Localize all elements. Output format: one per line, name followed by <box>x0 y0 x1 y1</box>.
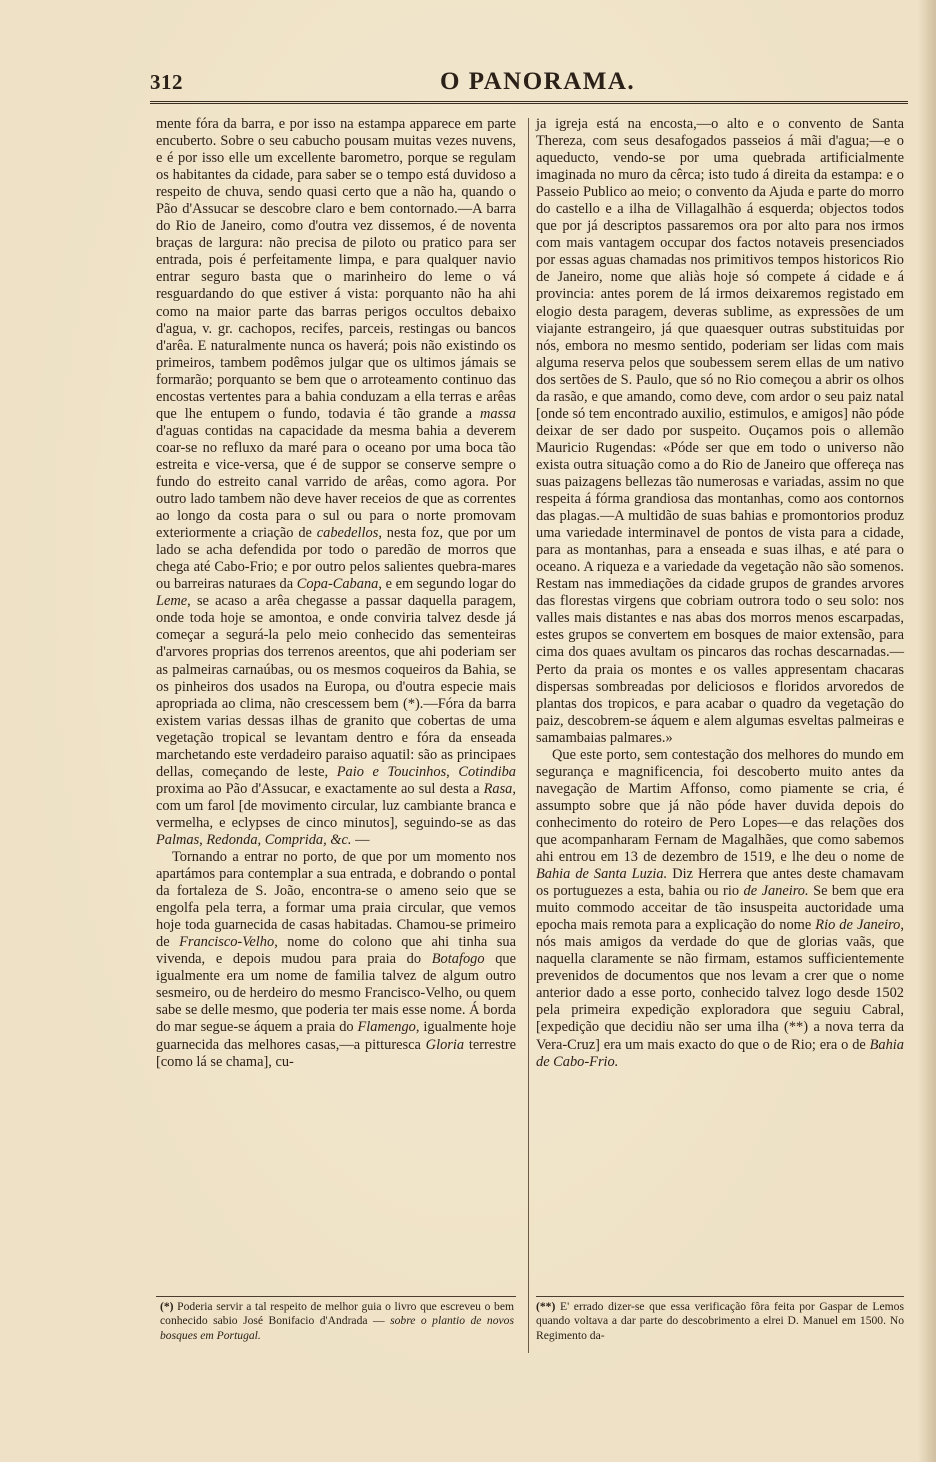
italic-run: Leme <box>156 593 188 610</box>
text-run: — <box>355 831 370 848</box>
left-paragraph-1 <box>156 116 516 849</box>
text-run: Tornando a entrar no porto, de que por um momento nos apartámos para contemplar a sua entrada, e dobrando o pontal da fortaleza de S. João, encontra-se o ameno seio que se engolfa pela terra, a formar uma praia circular, que vemos hoje toda guarnecida de casas habitadas. Chamou-se primeiro de <box>156 849 516 951</box>
italic-run: Rasa <box>483 780 513 797</box>
header-rule <box>150 101 908 104</box>
right-column <box>536 116 904 1071</box>
footnote-text: E' errado dizer-se que essa verificação fôra feita por Gaspar de Lemos quando voltava a dar parte do descobrimento a elrei D. Manuel em 1500. No Regimento da- <box>536 1300 904 1342</box>
text-run: que igualmente era um nome de familia talvez de algum outro sesmeiro, ou de herdeiro do mesmo Francisco-Velho, ou quem sabe se delle mesmo, que poderia ter mais esse nome. Á borda do mar segue-se áquem a praia do <box>156 951 516 1036</box>
page-number: 312 <box>150 70 183 94</box>
italic-run: de Janeiro. <box>743 883 809 900</box>
right-paragraph-2 <box>536 747 904 1071</box>
text-run: , e em segundo logar do <box>378 576 516 593</box>
italic-run: Palmas, Redonda, Comprida, &c. <box>156 831 352 848</box>
footnote-left <box>160 1300 514 1343</box>
italic-run: Bahia de Santa Luzia. <box>536 866 668 883</box>
italic-run: Paio e Toucinhos <box>336 763 447 780</box>
italic-run: massa <box>480 405 516 422</box>
italic-run: Botafogo <box>431 951 485 968</box>
page-header <box>150 64 908 104</box>
italic-run: Francisco-Velho <box>179 934 275 951</box>
italic-run: Rio de Janeiro <box>815 917 901 934</box>
footnote-rule-right <box>536 1296 904 1297</box>
right-paragraph-1 <box>536 116 904 747</box>
footnote-rule-left <box>156 1296 516 1297</box>
footnote-right <box>536 1300 904 1343</box>
italic-run: Bahia de Cabo-Frio. <box>536 1036 904 1070</box>
text-run: , nome do colono que ahi tinha sua vivenda, e depois mudou para praia do <box>156 934 516 968</box>
text-run: Se bem que era muito commodo acceitar de tão insuspeita auctoridade uma epocha mais remota para a explicação do nome <box>536 883 904 934</box>
text-run: , se acaso a arêa chegasse a passar daquella paragem, onde toda hoje se amontoa, e onde conviria talvez desde já começar a segurá-la pelo meio conhecido das sementeiras d'arvores proprias dos terrenos areentos, que ahi poderiam ser as palmeiras carnaúbas, ou os mesmos coqueiros da Bahia, se os pinheiros dos usados na Europa, ou d'outra especie mais apropriada ao clima, não crescessem bem (*).—Fóra da barra existem varias dessas ilhas de granito que cobertas de uma vegetação tropical se levantam dentro e fóra da enseada marchetando este verdadeiro paraiso aquatil: são as principaes dellas, começando de leste, <box>156 593 516 780</box>
footnote-text: Poderia servir a tal respeito de melhor guia o livro que escreveu o bem conhecido sabio José Bonifacio d'Andrada — <box>160 1300 514 1328</box>
italic-run: Gloria <box>425 1036 465 1053</box>
running-title: O PANORAMA. <box>440 68 636 95</box>
column-divider <box>528 118 529 1353</box>
text-run: , igualmente hoje guarnecida das melhores casas,—a pitturesca <box>156 1019 516 1053</box>
footnote-marker: (**) <box>536 1300 556 1313</box>
text-run: terrestre [como lá se chama], cu- <box>156 1036 516 1070</box>
text-run: d'aguas contidas na capacidade da mesma bahia a deverem coar-se no refluxo da maré para o oceano por uma boca tão estreita e vice-versa, que é de suppor se conserve sempre o fundo do estreito canal varrido de arêas, como agora. Por outro lado tambem não deve haver receios de que as correntes ao longo da costa para o sul ou para o norte promovam exteriormente a criação de <box>156 422 516 542</box>
text-run: , nós mais amigos da verdade do que de glorias vaãs, que naquella claramente se não firmam, estamos sufficientemente prevenidos de documentos que nos levam a crer que o nome anterior dado a esse porto, conhecido talvez logo desde 1502 pela primeira expedição exploradora que seguiu Cabral, [expedição que decidiu não ser uma ilha (**) a nova terra da Vera-Cruz] era um mais exacto do que o de Rio; era o de <box>536 917 904 1053</box>
italic-run: Copa-Cabana <box>296 576 379 593</box>
footnote-marker: (*) <box>160 1300 174 1313</box>
text-run: ja igreja está na encosta,—o alto e o convento de Santa Thereza, com seus desafogados passeios á mãi d'agua;—e o aqueducto, vendo-se por uma quebrada artificialmente imaginada no muro da cêrca; isto tudo á direita da estampa: e o Passeio Publico ao meio; o convento da Ajuda e parte do morro do castello e a ilha de Villagalhão á esquerda; objectos todos que por já descriptos passaremos ora por alto para nos irmos com mais vantagem occupar dos factos notaveis presenciados por essas aguas chamadas nos primitivos tempos historicos Rio de Janeiro, nome que aliàs hoje só compete á cidade e á provincia: antes porem de lá irmos deixaremos registado em elogio desta paragem, deveras sublime, as expressões de um viajante estrangeiro, já que quaesquer outras substituidas por nós, embora no mesmo sentido, poderiam ser lidas com mais alguma reserva pelos que soubessem serem ellas de um nativo dos sertões de S. Paulo, que só no Rio começou a abrir os olhos da rasão, e que amando, como deve, com ardor o seu paiz natal [onde só tem encontrado auxilio, estimulos, e amigos] não póde deixar de ser dado por suspeito. Ouçamos pois o allemão Mauricio Rugendas: «Póde ser que em todo o universo não exista outra situação como a do Rio de Janeiro que offereça nas suas paizagens bellezas tão numerosas e variadas, assim no que respeita á fórma grandiosa das montanhas, como aos contornos das plagas.—A multidão de suas bahias e promontorios produz uma variedade interminavel de pontos de vista para a cidade, para as montanhas, para a enseada e suas ilhas, e até para o oceano. A riqueza e a variedade da vegetação não são somenos. Restam nas immediações da cidade grupos de grandes arvores das florestas virgens que cobriam outrora todo o seu solo: nos valles mais distantes e nas abas dos morros menos escarpadas, estes grupos se convertem em bosques de maior extensão, para cima dos quaes avultam os pincaros das rochas descarnadas.— Perto da praia os montes e os valles appresentam chacaras dispersas sombreadas por deliciosos e floridos arvoredos de plantas dos tropicos, e para acabar o quadro da vegetação do paiz, descobrem-se áquem e alem algumas esveltas palmeiras e samambaias palmares.» <box>536 116 904 746</box>
italic-run: cabedellos <box>316 525 379 542</box>
italic-run: Flamengo <box>357 1019 416 1036</box>
text-run: mente fóra da barra, e por isso na estampa apparece em parte encuberto. Sobre o seu cabucho pousam muitas vezes nuvens, e é por isso elle um excellente barometro, porque se regulam os habitantes da cidade, para saber se o tempo está duvidoso a respeito de chuva, sendo quasi certo que a não ha, quando o Pão d'Assucar se descobre claro e bem contornado.—A barra do Rio de Janeiro, como d'outra vez dissemos, é de noventa braças de largura: não precisa de piloto ou pratico para ser entrada, pois é perfeitamente limpa, e para qualquer navio entrar seguro basta que o marinheiro do leme o vá resguardando do que estiver á vista: porquanto não ha ahi como na maior parte das barras perigos occultos debaixo d'agua, v. gr. cachopos, recifes, parceis, restingas ou bancos d'arêa. E naturalmente nunca os haverá; pois não existindo os primeiros, tambem podêmos julgar que os ultimos jámais se formarão; porquanto se bem que o arroteamento continuo das encostas vertentes para a bahia conduzam a ella terras e arêas que lhe entupem o fundo, todavia é tão grande a <box>156 116 516 422</box>
text-run: Que este porto, sem contestação dos melhores do mundo em segurança e magnificencia, foi descoberto muito antes da navegação de Martim Affonso, como piamente se cria, é assumpto sobre que já não póde haver duvida depois do conhecimento do roteiro de Pero Lopes—e das relações dos que acompanharam Fernam de Magalhães, que como sabemos ahi entrou em 13 de dezembro de 1519, e lhe deu o nome de <box>536 746 904 866</box>
left-paragraph-2 <box>156 849 516 1071</box>
italic-run: Cotindiba <box>458 763 516 780</box>
text-run: Diz Herrera que antes deste chamavam os portuguezes a esta, bahia ou rio <box>536 866 904 900</box>
left-column <box>156 116 516 1071</box>
text-run: , com um farol [de movimento circular, luz cambiante branca e vermelha, e eclypses de cinco minutos], seguindo-se as das <box>156 780 516 831</box>
text-run: , nesta foz, que por um lado se acha defendida por todo o paredão de morros que chega até Cabo-Frio; e por outro pelos salientes quebra-mares ou barreiras naturaes da <box>156 525 516 593</box>
text-run: , <box>446 763 450 780</box>
footnote-italic: sobre o plantio de novos bosques em Portugal. <box>160 1314 514 1342</box>
page-edge-shadow <box>918 0 936 1462</box>
text-run: proxima ao Pão d'Assucar, e exactamente ao sul desta a <box>156 780 480 797</box>
